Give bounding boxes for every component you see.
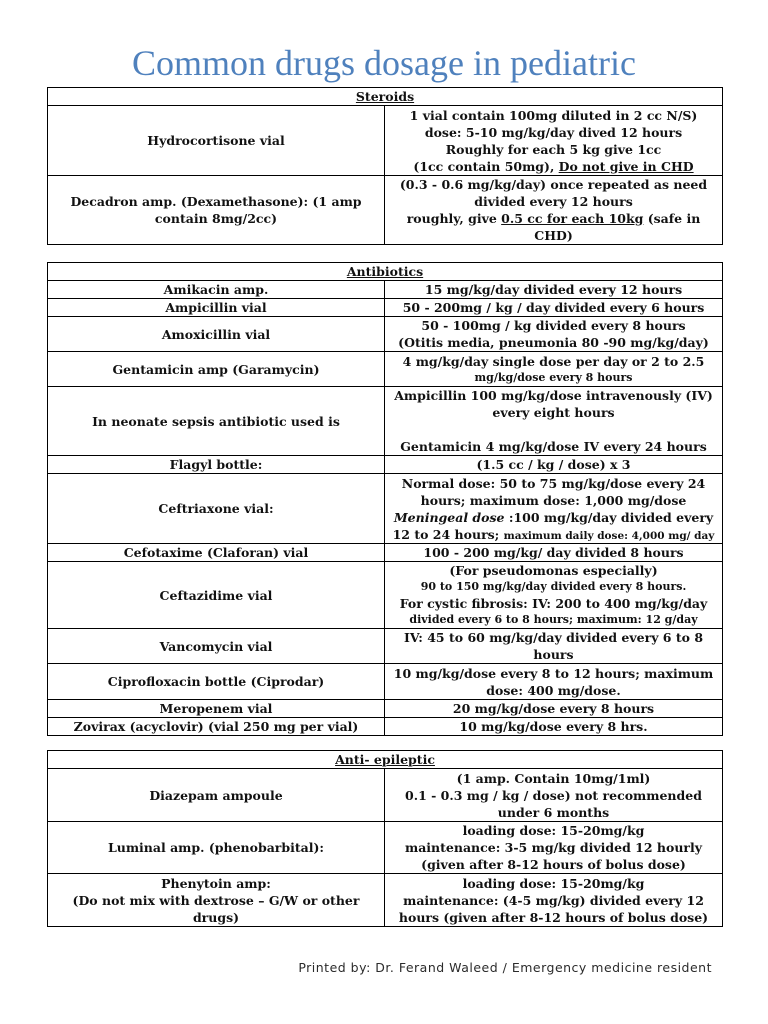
drug-name-cell xyxy=(48,106,385,176)
row-ceftriaxone xyxy=(48,474,723,544)
drug-name: In neonate sepsis antibiotic used is xyxy=(92,413,340,429)
row-ceftazidime xyxy=(48,562,723,629)
drug-name-cell xyxy=(48,769,385,822)
dosage-line: (For pseudomonas especially) xyxy=(449,563,658,578)
row-amikacin xyxy=(48,281,723,299)
dosage-cell xyxy=(385,822,723,874)
section-header-label: Anti- epileptic xyxy=(335,752,435,767)
row-zovirax xyxy=(48,718,723,736)
dosage-line: (Otitis media, pneumonia 80 -90 mg/kg/day) xyxy=(398,335,709,350)
dosage-line: hours (given after 8-12 hours of bolus dose) xyxy=(398,909,709,925)
row-gentamicin xyxy=(48,352,723,387)
dosage-text: roughly, give xyxy=(406,211,502,226)
drug-name: drugs) xyxy=(192,909,240,925)
drug-name-cell xyxy=(48,176,385,245)
dosage-text: :100 mg/kg/day divided every xyxy=(504,509,714,525)
dosage-cell xyxy=(385,718,723,736)
row-diazepam xyxy=(48,769,723,822)
drug-name-cell xyxy=(48,822,385,874)
drug-name-cell xyxy=(48,629,385,664)
row-ampicillin xyxy=(48,299,723,317)
dosage-cell xyxy=(385,176,723,245)
row-ciprofloxacin xyxy=(48,664,723,700)
dosage-cell xyxy=(385,874,723,927)
dosage-line: 15 mg/kg/day divided every 12 hours xyxy=(424,282,683,297)
dosage-line: Gentamicin 4 mg/kg/dose IV every 24 hours xyxy=(400,439,707,454)
dosage-note-small: maximum daily dose: 4,000 mg/ day xyxy=(503,529,715,542)
drug-name-cell xyxy=(48,874,385,927)
drug-name: Amoxicillin vial xyxy=(161,326,271,342)
drug-name: (Do not mix with dextrose – G/W or other xyxy=(72,892,360,908)
dosage-line xyxy=(388,210,719,227)
drug-name-cell xyxy=(48,664,385,700)
drug-name: Cefotaxime (Claforan) vial xyxy=(123,545,309,560)
row-cefotaxime xyxy=(48,544,723,562)
row-flagyl xyxy=(48,456,723,474)
footer-credit: Printed by: Dr. Ferand Waleed / Emergency medicine resident xyxy=(298,960,712,975)
dosage-cell xyxy=(385,456,723,474)
dosage-line: loading dose: 15-20mg/kg xyxy=(462,823,645,838)
dosage-cell xyxy=(385,299,723,317)
dosage-cell xyxy=(385,281,723,299)
section-header-row xyxy=(48,751,723,769)
dosage-line xyxy=(388,509,719,526)
dosage-cell xyxy=(385,474,723,544)
dosage-cell xyxy=(385,664,723,700)
meningeal-dose-label: Meningeal dose xyxy=(393,509,505,525)
drug-name-cell xyxy=(48,317,385,352)
dosage-line: maintenance: 3-5 mg/kg divided 12 hourly xyxy=(404,840,703,855)
row-vancomycin xyxy=(48,629,723,664)
dosage-line: maintenance: (4-5 mg/kg) divided every 12 xyxy=(403,892,704,908)
drug-name: Ceftazidime vial xyxy=(159,587,273,603)
dosage-line: 10 mg/kg/dose every 8 hrs. xyxy=(459,719,648,734)
dosage-underlined: 0.5 cc for each 10kg xyxy=(501,211,644,226)
dosage-line: (given after 8-12 hours of bolus dose) xyxy=(421,857,686,872)
dosage-line: (1 amp. Contain 10mg/1ml) xyxy=(456,770,651,786)
drug-name: Ceftriaxone vial: xyxy=(158,501,274,516)
section-header-row xyxy=(48,88,723,106)
drug-name: Meropenem vial xyxy=(159,701,273,716)
drug-name-cell xyxy=(48,700,385,718)
dosage-line: dose: 5-10 mg/kg/day dived 12 hours xyxy=(424,124,683,140)
drug-name-cell xyxy=(48,718,385,736)
anti-epileptic-table xyxy=(47,750,723,927)
dosage-cell xyxy=(385,352,723,387)
dosage-line: 10 mg/kg/dose every 8 to 12 hours; maximum xyxy=(393,665,714,681)
section-header-label: Steroids xyxy=(355,89,415,104)
dosage-line-small: mg/kg/dose every 8 hours xyxy=(474,370,633,384)
dosage-line: divided every 12 hours xyxy=(474,194,633,209)
dosage-line xyxy=(388,158,719,175)
dosage-line: IV: 45 to 60 mg/kg/day divided every 6 to 8 xyxy=(403,630,704,645)
dosage-text: (1cc contain 50mg), xyxy=(413,158,559,174)
drug-name: contain 8mg/2cc) xyxy=(154,211,278,226)
section-header-label: Antibiotics xyxy=(346,264,424,279)
dosage-cell xyxy=(385,700,723,718)
dosage-line xyxy=(388,526,719,543)
row-neonate-sepsis xyxy=(48,387,723,456)
dosage-line: dose: 400 mg/dose. xyxy=(486,682,621,698)
dosage-line-small: 90 to 150 mg/kg/day divided every 8 hours. xyxy=(420,580,687,593)
dosage-line: CHD) xyxy=(534,228,573,243)
drug-name-cell xyxy=(48,281,385,299)
dosage-line: (1.5 cc / kg / dose) x 3 xyxy=(476,457,631,472)
drug-name: Flagyl bottle: xyxy=(169,457,263,472)
row-meropenem xyxy=(48,700,723,718)
dosage-text: (safe in xyxy=(643,211,701,226)
row-amoxicillin xyxy=(48,317,723,352)
drug-name: Luminal amp. (phenobarbital): xyxy=(107,840,325,855)
row-phenytoin xyxy=(48,874,723,927)
dosage-line: Normal dose: 50 to 75 mg/kg/dose every 24 xyxy=(401,475,706,491)
dosage-line: For cystic fibrosis: IV: 200 to 400 mg/kg/day xyxy=(399,596,708,611)
dosage-text: 12 to 24 hours; xyxy=(392,526,504,542)
dosage-line-small: divided every 6 to 8 hours; maximum: 12 g/day xyxy=(409,613,698,626)
drug-name: Vancomycin vial xyxy=(159,638,273,654)
dosage-cell xyxy=(385,544,723,562)
row-luminal xyxy=(48,822,723,874)
dosage-cell xyxy=(385,629,723,664)
dosage-line: hours; maximum dose: 1,000 mg/dose xyxy=(420,492,687,508)
drug-name: Phenytoin amp: xyxy=(161,875,271,891)
row-hydrocortisone xyxy=(48,106,723,176)
section-header xyxy=(48,751,723,769)
drug-name: Decadron amp. (Dexamethasone): (1 amp xyxy=(70,194,362,209)
dosage-line: loading dose: 15-20mg/kg xyxy=(462,875,645,891)
steroids-table xyxy=(47,87,723,245)
dosage-line: Ampicillin 100 mg/kg/dose intravenously (IV) xyxy=(394,388,713,403)
section-header-row xyxy=(48,263,723,281)
drug-name: Ampicillin vial xyxy=(165,300,267,315)
dosage-line: hours xyxy=(533,647,574,662)
dosage-line: 20 mg/kg/dose every 8 hours xyxy=(452,701,655,716)
dosage-line: (0.3 - 0.6 mg/kg/day) once repeated as need xyxy=(399,177,708,192)
drug-name-cell xyxy=(48,474,385,544)
dosage-line: 50 - 200mg / kg / day divided every 6 hours xyxy=(402,300,705,315)
dosage-cell xyxy=(385,106,723,176)
dosage-line: every eight hours xyxy=(492,405,615,420)
dosage-line: 100 - 200 mg/kg/ day divided 8 hours xyxy=(423,545,684,560)
drug-name-cell xyxy=(48,299,385,317)
drug-name: Gentamicin amp (Garamycin) xyxy=(112,361,320,377)
drug-name-cell xyxy=(48,544,385,562)
dosage-line: 4 mg/kg/day single dose per day or 2 to 2.5 xyxy=(402,353,705,369)
dosage-line: 1 vial contain 100mg diluted in 2 cc N/S) xyxy=(409,107,698,123)
dosage-cell xyxy=(385,317,723,352)
dosage-line: Roughly for each 5 kg give 1cc xyxy=(445,141,662,157)
section-header xyxy=(48,88,723,106)
drug-name: Diazepam ampoule xyxy=(149,787,283,803)
dosage-line: 0.1 - 0.3 mg / kg / dose) not recommended xyxy=(405,787,702,803)
drug-name: Hydrocortisone vial xyxy=(147,133,285,148)
drug-name: Amikacin amp. xyxy=(163,282,269,297)
drug-name-cell xyxy=(48,352,385,387)
dosage-cell xyxy=(385,562,723,629)
drug-name-cell xyxy=(48,562,385,629)
drug-name: Ciprofloxacin bottle (Ciprodar) xyxy=(107,674,325,689)
dosage-cell xyxy=(385,387,723,456)
dosage-line: 50 - 100mg / kg divided every 8 hours xyxy=(421,318,686,333)
dosage-line: under 6 months xyxy=(497,804,610,820)
drug-name-cell xyxy=(48,387,385,456)
dosage-spacer xyxy=(388,421,719,438)
chd-warning-underlined: Do not give in CHD xyxy=(558,158,694,174)
section-header xyxy=(48,263,723,281)
page-title: Common drugs dosage in pediatric xyxy=(132,43,636,83)
antibiotics-table xyxy=(47,262,723,736)
dosage-cell xyxy=(385,769,723,822)
drug-name-cell xyxy=(48,456,385,474)
drug-name: Zovirax (acyclovir) (vial 250 mg per vial) xyxy=(73,719,359,734)
row-decadron xyxy=(48,176,723,245)
